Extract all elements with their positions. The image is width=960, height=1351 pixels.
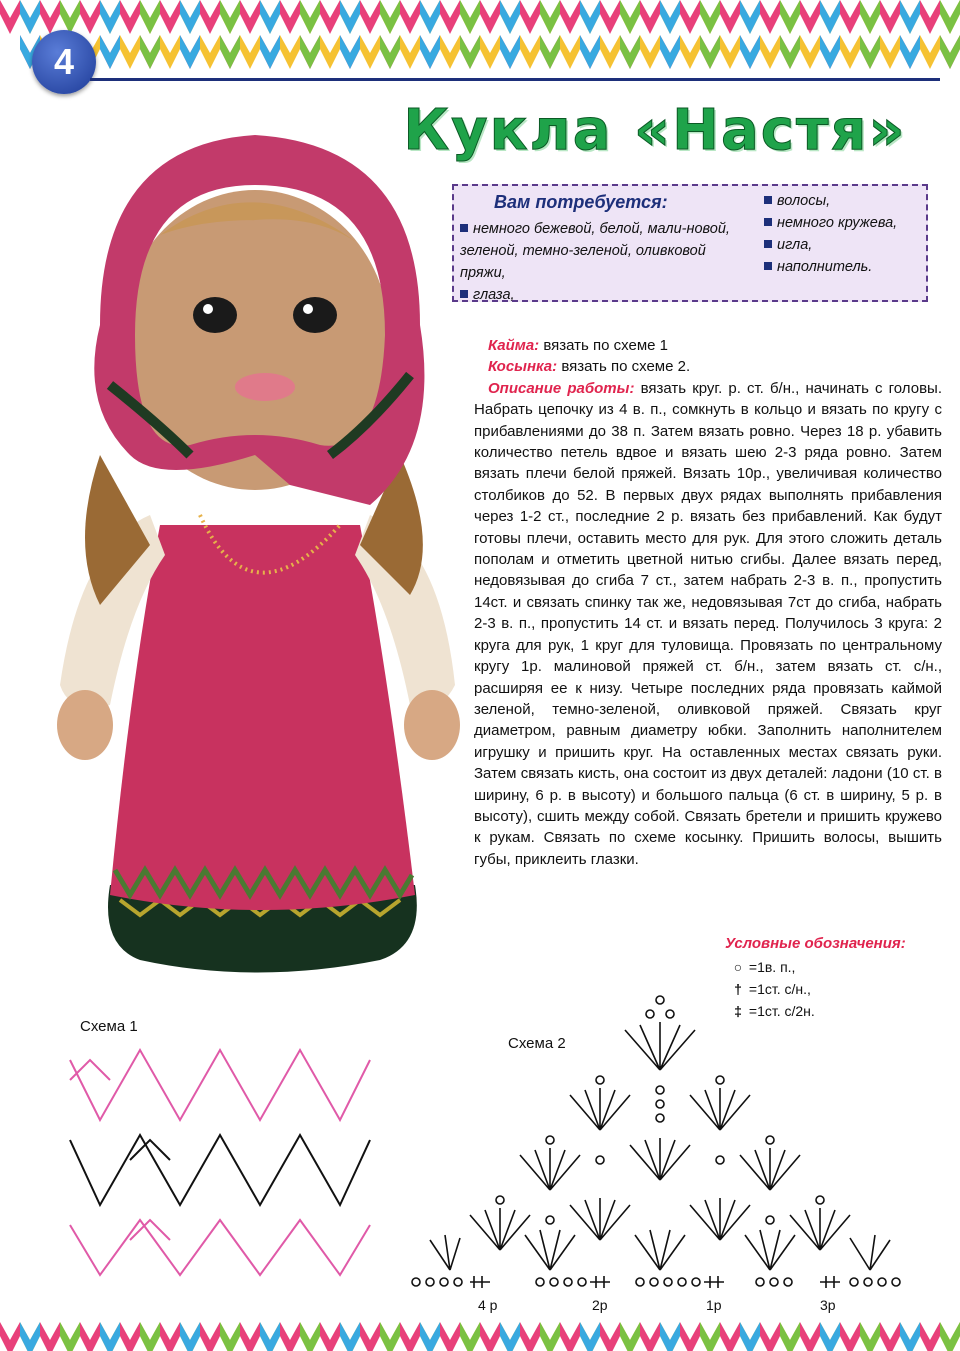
row-label-1: 1р (706, 1297, 722, 1313)
instructions-text (474, 335, 942, 870)
header-rule (90, 78, 940, 81)
material-item: игла, (764, 234, 897, 256)
scheme1-row-pink-bottom (70, 1220, 370, 1275)
row-label-3: 3р (820, 1297, 836, 1313)
scheme1-label: Схема 1 (80, 1018, 138, 1035)
top-knit-border (0, 0, 960, 70)
doll-photo (40, 125, 470, 975)
description-text: вязать круг. р. ст. б/н., начинать с головы. Набрать цепочку из 4 в. п., сомкнуть в кольцо и вязать по кругу с прибавлениями до 38 п. Затем вязать ровно. Через 18 р. убавить количество петель вдвое и вязать шею 2-3 ряда ровно. Затем вязать плечи белой пряжей. Вязать 10р., увеличивая количество столбиков до 52. В первых двух рядах выполнять прибавления через 1-2 ст., последние 2 р. вязать без прибавлений. Как будут готовы плечи, оставить место для рук. Для этого сложить деталь пополам и отметить цветной нитью сгибы. Далее вязать перед, недовязывая до сгиба 7 ст., затем набрать 2-3 в. п., пропустить 14ст. и связать спинку так же, недовязывая 7ст до сгиба, набрать 2-3 в. п., пропустить 14 ст. и вязать перед. Получилось 3 круга: 2 круга для рук, 1 круг для туловища. Провязать по центральному кругу 1р. малиновой пряжей ст. б/н., затем вязать ст. с/н., расширяя ее к низу. Четыре последних ряда провязать каймой зеленой, темно-зеленой, оливковой пряжей. Связать круг диаметром, равным диаметру юбки. Заполнить наполнителем игрушку и пришить круг. На оставленных местах связать руки. Затем связать кисть, она состоит из двух деталей: ладони (10 ст. в ширину, 6 р. в высоту) и большого пальца (6 ст. в ширину, 5 р. в высоту), сшить между собой. Связать бретели и пришить кружево к рукам. Связать по схеме косынку. Пришить волосы, вышить губы, приклеить глазки. (474, 379, 942, 868)
legend-item-chain: ○ =1в. п., (733, 959, 796, 975)
scheme1-row-pink-top (70, 1050, 370, 1120)
foundation-chain (412, 1276, 900, 1288)
materials-left-list (460, 218, 750, 306)
material-item: глаза, (460, 284, 750, 306)
legend-item-tc: ‡ =1ст. с/2н. (734, 1003, 815, 1019)
scheme2-diagram (400, 980, 940, 1320)
bottom-knit-border (0, 1322, 960, 1351)
materials-heading: Вам потребуется: (494, 192, 668, 212)
page-number-badge: 4 (32, 30, 96, 94)
scheme1-row-black (70, 1135, 370, 1205)
stitch-fans (430, 1022, 890, 1270)
material-item: наполнитель. (764, 256, 897, 278)
description-label: Описание работы: (488, 379, 635, 397)
scheme1-diagram (60, 1040, 380, 1280)
row-label-2: 2р (592, 1297, 608, 1313)
scheme2-label: Схема 2 (508, 1035, 566, 1052)
legend-item-dc: † =1ст. с/н., (734, 981, 811, 997)
materials-right-list (764, 190, 897, 278)
material-item: немного бежевой, белой, мали-новой, зеленой, темно-зеленой, оливковой пряжи, (460, 221, 730, 281)
materials-box (452, 184, 928, 302)
kerchief-label: Косынка: (488, 358, 558, 376)
kerchief-instruction (474, 356, 942, 377)
kerchief-text: вязать по схеме 2. (561, 358, 691, 376)
material-item: немного кружева, (764, 212, 897, 234)
legend-title: Условные обозначения: (725, 935, 906, 952)
description-paragraph (474, 378, 942, 870)
row-label-4: 4 р (478, 1297, 498, 1313)
border-instruction (474, 335, 942, 356)
page-title: Кукла «Настя» (403, 98, 907, 163)
material-item: волосы, (764, 190, 897, 212)
border-label: Кайма: (488, 337, 540, 354)
border-text: вязать по схеме 1 (543, 337, 668, 354)
